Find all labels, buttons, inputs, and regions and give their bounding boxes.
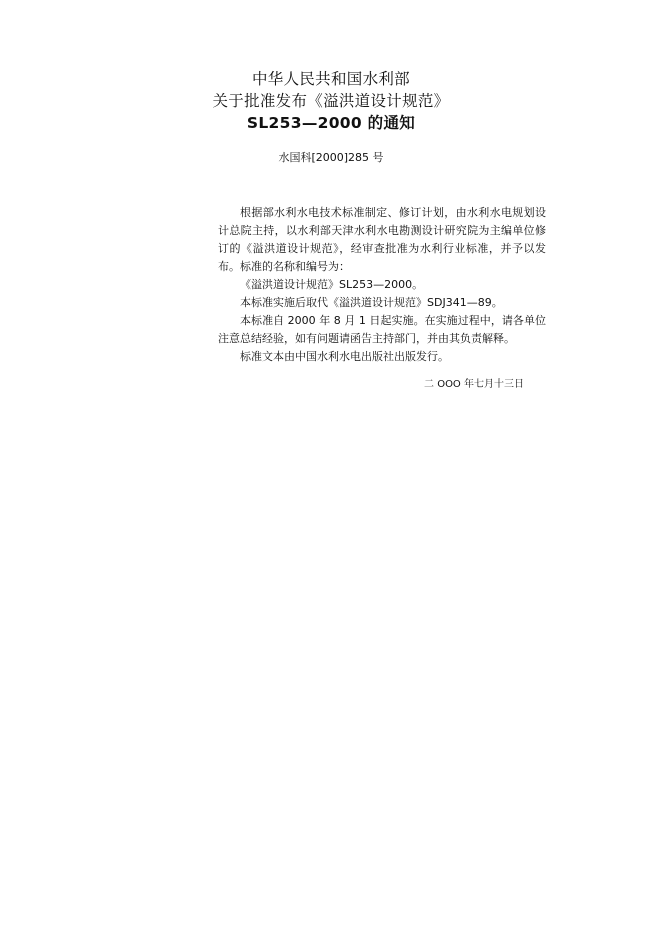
paragraph-replaces: 本标准实施后取代《溢洪道设计规范》SDJ341—89。 [240,296,503,309]
notice-title [0,68,662,134]
paragraph-publisher: 标准文本由中国水利水电出版社出版发行。 [240,350,449,363]
paragraph-effective-date: 本标准自 2000 年 8 月 1 日起实施。在实施过程中，请各单位注意总结经验，如有问题请函告主持部门，并由其负责解释。 [218,314,546,345]
document-number: 水国科[2000]285 号 [278,151,384,164]
notice-body [218,204,546,366]
title-line-subject: 关于批准发布《溢洪道设计规范》 [212,92,450,110]
title-line-ministry: 中华人民共和国水利部 [251,70,410,88]
paragraph-approval: 根据部水利水电技术标准制定、修订计划，由水利水电规划设计总院主持，以水利部天津水利水电勘测设计研究院为主编单位修订的《溢洪道设计规范》，经审查批准为水利行业标准，并予以发布。标准的名称和编号为： [218,206,546,273]
title-line-standard-code: SL253—2000 的通知 [246,114,416,132]
issue-date: 二 OOO 年七月十三日 [424,379,524,390]
paragraph-standard-name: 《溢洪道设计规范》SL253—2000。 [240,278,424,291]
